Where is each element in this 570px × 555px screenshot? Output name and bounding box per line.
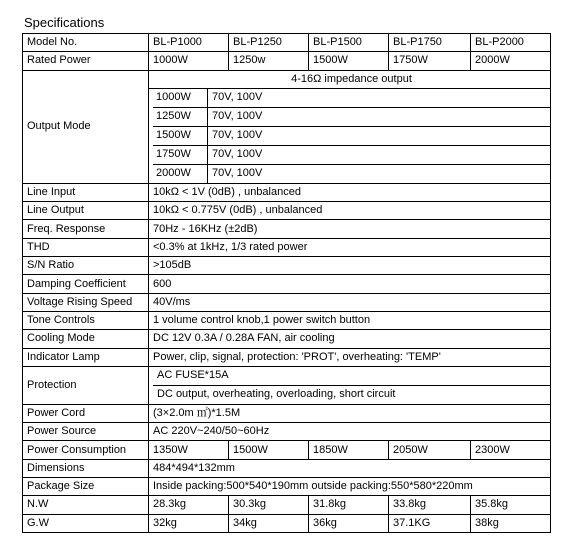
output-impedance: 4-16Ω impedance output bbox=[149, 70, 551, 88]
row-rated-power bbox=[23, 52, 551, 70]
voltage-rising-value: 40V/ms bbox=[149, 293, 551, 311]
label-cooling-mode: Cooling Mode bbox=[23, 330, 149, 348]
label-indicator-lamp: Indicator Lamp bbox=[23, 348, 149, 366]
line-input-value: 10kΩ < 1V (0dB) , unbalanced bbox=[149, 183, 551, 201]
label-damping: Damping Coefficient bbox=[23, 275, 149, 293]
row-thd bbox=[23, 238, 551, 256]
gw-5: 38kg bbox=[471, 514, 551, 532]
nw-3: 31.8kg bbox=[309, 496, 389, 514]
gw-2: 34kg bbox=[229, 514, 309, 532]
thd-value: <0.3% at 1kHz, 1/3 rated power bbox=[149, 238, 551, 256]
row-line-input bbox=[23, 183, 551, 201]
output-mode-volt: 70V, 100V bbox=[212, 167, 263, 180]
row-sn-ratio bbox=[23, 257, 551, 275]
row-voltage-rising bbox=[23, 293, 551, 311]
label-protection: Protection bbox=[23, 366, 149, 404]
model-1: BL-P1000 bbox=[149, 34, 229, 52]
row-power-source bbox=[23, 423, 551, 441]
label-sn-ratio: S/N Ratio bbox=[23, 257, 149, 275]
row-model-no bbox=[23, 34, 551, 52]
output-mode-row bbox=[153, 126, 550, 145]
sn-ratio-value: >105dB bbox=[149, 257, 551, 275]
model-2: BL-P1250 bbox=[229, 34, 309, 52]
rated-power-2: 1250w bbox=[229, 52, 309, 70]
output-mode-row bbox=[153, 145, 550, 164]
row-tone-controls bbox=[23, 311, 551, 329]
output-mode-table bbox=[153, 89, 550, 183]
label-voltage-rising: Voltage Rising Speed bbox=[23, 293, 149, 311]
row-nw bbox=[23, 496, 551, 514]
output-mode-cell bbox=[149, 88, 551, 183]
rated-power-1: 1000W bbox=[149, 52, 229, 70]
output-mode-row bbox=[153, 164, 550, 183]
output-mode-row bbox=[153, 89, 550, 108]
row-power-cord bbox=[23, 404, 551, 422]
row-output-mode-impedance bbox=[23, 70, 551, 88]
protection-line-2: DC output, overheating, overloading, short circuit bbox=[157, 388, 396, 401]
label-power-source: Power Source bbox=[23, 423, 149, 441]
protection-table bbox=[153, 367, 550, 404]
output-mode-row bbox=[153, 107, 550, 126]
power-cord-value: (3×2.0m ㎡)*1.5M bbox=[149, 404, 551, 422]
row-cooling-mode bbox=[23, 330, 551, 348]
model-4: BL-P1750 bbox=[389, 34, 471, 52]
package-size-value: Inside packing:500*540*190mm outside packing:550*580*220mm bbox=[149, 478, 551, 496]
protection-line-1: AC FUSE*15A bbox=[153, 367, 550, 386]
output-mode-watt: 2000W bbox=[153, 164, 208, 183]
label-tone-controls: Tone Controls bbox=[23, 311, 149, 329]
cooling-mode-value: DC 12V 0.3A / 0.28A FAN, air cooling bbox=[149, 330, 551, 348]
model-3: BL-P1500 bbox=[309, 34, 389, 52]
label-model-no: Model No. bbox=[23, 34, 149, 52]
label-rated-power: Rated Power bbox=[23, 52, 149, 70]
dimensions-value: 484*494*132mm bbox=[149, 459, 551, 477]
output-mode-watt: 1000W bbox=[153, 89, 208, 108]
label-package-size: Package Size bbox=[23, 478, 149, 496]
freq-response-value: 70Hz - 16KHz (±2dB) bbox=[149, 220, 551, 238]
output-mode-watt: 1250W bbox=[153, 107, 208, 126]
row-power-consumption bbox=[23, 441, 551, 459]
output-mode-volt: 70V, 100V bbox=[208, 89, 551, 108]
page-title: Specifications bbox=[24, 15, 105, 30]
gw-4: 37.1KG bbox=[389, 514, 471, 532]
row-line-output bbox=[23, 202, 551, 220]
output-mode-watt: 1500W bbox=[153, 126, 208, 145]
protection-cell bbox=[149, 366, 551, 404]
gw-1: 32kg bbox=[149, 514, 229, 532]
label-thd: THD bbox=[23, 238, 149, 256]
power-consumption-5: 2300W bbox=[471, 441, 551, 459]
row-freq-response bbox=[23, 220, 551, 238]
output-mode-volt: 70V, 100V bbox=[208, 107, 551, 126]
power-consumption-2: 1500W bbox=[229, 441, 309, 459]
row-protection bbox=[23, 366, 551, 404]
label-gw: G.W bbox=[23, 514, 149, 532]
rated-power-3: 1500W bbox=[309, 52, 389, 70]
row-damping bbox=[23, 275, 551, 293]
label-freq-response: Freq. Response bbox=[23, 220, 149, 238]
nw-5: 35.8kg bbox=[471, 496, 551, 514]
rated-power-4: 1750W bbox=[389, 52, 471, 70]
indicator-lamp-value: Power, clip, signal, protection: 'PROT', overheating: 'TEMP' bbox=[149, 348, 551, 366]
row-dimensions bbox=[23, 459, 551, 477]
label-power-cord: Power Cord bbox=[23, 404, 149, 422]
tone-controls-value: 1 volume control knob,1 power switch button bbox=[149, 311, 551, 329]
line-output-value: 10kΩ < 0.775V (0dB) , unbalanced bbox=[149, 202, 551, 220]
row-indicator-lamp bbox=[23, 348, 551, 366]
label-line-input: Line Input bbox=[23, 183, 149, 201]
label-power-consumption: Power Consumption bbox=[23, 441, 149, 459]
power-consumption-3: 1850W bbox=[309, 441, 389, 459]
rated-power-5: 2000W bbox=[471, 52, 551, 70]
nw-4: 33.8kg bbox=[389, 496, 471, 514]
label-nw: N.W bbox=[23, 496, 149, 514]
power-consumption-1: 1350W bbox=[149, 441, 229, 459]
specifications-table bbox=[22, 33, 551, 533]
power-consumption-4: 2050W bbox=[389, 441, 471, 459]
row-package-size bbox=[23, 478, 551, 496]
power-source-value: AC 220V~240/50~60Hz bbox=[149, 423, 551, 441]
row-gw bbox=[23, 514, 551, 532]
nw-1: 28.3kg bbox=[149, 496, 229, 514]
model-5: BL-P2000 bbox=[471, 34, 551, 52]
output-mode-volt: 70V, 100V bbox=[208, 145, 551, 164]
label-line-output: Line Output bbox=[23, 202, 149, 220]
damping-value: 600 bbox=[149, 275, 551, 293]
output-mode-watt: 1750W bbox=[153, 145, 208, 164]
label-dimensions: Dimensions bbox=[23, 459, 149, 477]
nw-2: 30.3kg bbox=[229, 496, 309, 514]
gw-3: 36kg bbox=[309, 514, 389, 532]
label-output-mode: Output Mode bbox=[23, 70, 149, 183]
output-mode-volt: 70V, 100V bbox=[208, 126, 551, 145]
